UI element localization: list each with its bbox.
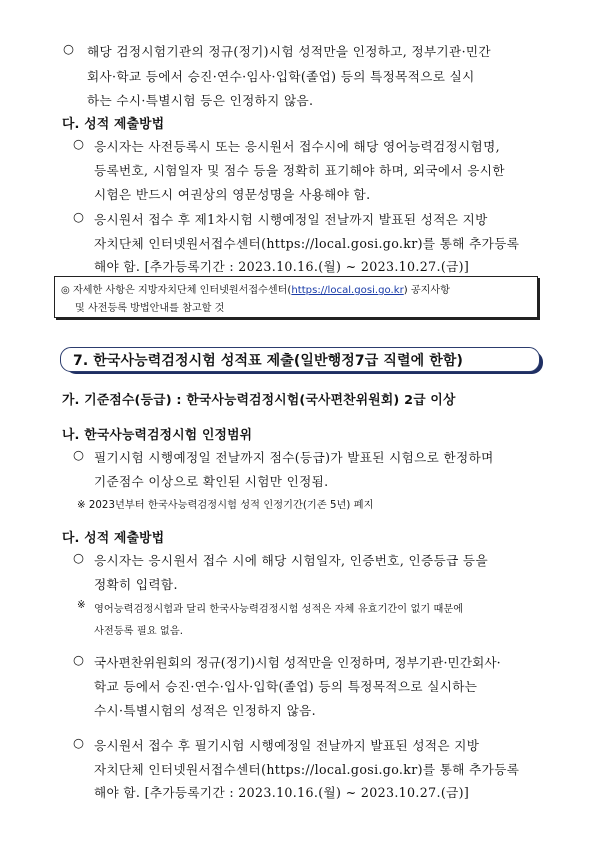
bullet-circle: ○	[73, 209, 84, 224]
paragraph-line: 응시자는 사전등록시 또는 응시원서 접수시에 해당 영어능력검정시험명,	[94, 139, 500, 154]
paragraph-line: 학교 등에서 승진·연수·입사·입학(졸업) 등의 특정목적으로 실시하는	[94, 679, 478, 694]
paragraph-line: 해당 검정시험기관의 정규(정기)시험 성적만을 인정하고, 정부기관·민간	[87, 44, 491, 59]
bullet-circle: ○	[73, 136, 84, 151]
paragraph-line: 회사·학교 등에서 승진·연수·임사·입학(졸업) 등의 특정목적으로 실시	[87, 69, 475, 84]
paragraph-line: 정확히 입력함.	[94, 577, 178, 592]
notice-text: 자세한 사항은 지방자치단체 인터넷원서접수센터(	[73, 285, 292, 296]
bullet-circle: ○	[73, 652, 84, 667]
notice-link[interactable]: https://local.gosi.go.kr	[291, 285, 404, 296]
url-text: (https://local.gosi.go.kr)	[261, 762, 423, 777]
section-heading: 나. 한국사능력검정시험 인정범위	[62, 428, 253, 443]
notice-box	[54, 276, 538, 318]
bullet-circle: ○	[73, 735, 84, 750]
bullet-circle: ○	[63, 41, 74, 56]
note-line: 사전등록 필요 없음.	[94, 626, 183, 637]
section-heading: 다. 성적 제출방법	[62, 531, 165, 546]
paragraph-line: 시험은 반드시 여권상의 영문성명을 사용해야 함.	[94, 187, 371, 202]
bullet-circle: ○	[73, 550, 84, 565]
note-line: ※ 2023년부터 한국사능력검정시험 성적 인정기간(기존 5년) 폐지	[77, 500, 374, 511]
paragraph-line: 국사편찬위원회의 정규(정기)시험 성적만을 인정하며, 정부기관·민간회사·	[94, 655, 501, 670]
paragraph-text: 를 통해 추가등록	[422, 236, 520, 251]
section-heading: 가. 기준점수(등급) : 한국사능력검정시험(국사편찬위원회) 2급 이상	[62, 393, 456, 408]
paragraph-text: 자치단체 인터넷원서접수센터	[94, 762, 262, 777]
paragraph-line: 해야 함. [추가등록기간 : 2023.10.16.(월) ~ 2023.10.27.(금)]	[94, 259, 470, 274]
paragraph-line: 하는 수시·특별시험 등은 인정하지 않음.	[87, 93, 314, 108]
paragraph-line: 필기시험 시행예정일 전날까지 점수(등급)가 발표된 시험으로 한정하며	[94, 450, 494, 465]
double-circle-symbol: ◎	[61, 285, 70, 296]
note-symbol: ※	[77, 600, 86, 611]
paragraph-line	[94, 233, 519, 252]
paragraph-line: 응시원서 접수 후 제1차시험 시행예정일 전날까지 발표된 성적은 지방	[94, 212, 488, 227]
section-banner	[60, 347, 544, 373]
paragraph-line	[94, 759, 519, 778]
bullet-circle: ○	[73, 447, 84, 462]
banner-frame	[60, 347, 540, 372]
paragraph-line: 응시자는 응시원서 접수 시에 해당 시험일자, 인증번호, 인증등급 등을	[94, 553, 488, 568]
paragraph-line: 등록번호, 시험일자 및 점수 등을 정확히 표기해야 하며, 외국에서 응시한	[94, 163, 505, 178]
note-line: 영어능력검정시험과 달리 한국사능력검정시험 성적은 자체 유효기간이 없기 때문에	[94, 604, 464, 615]
paragraph-line: 수시·특별시험의 성적은 인정하지 않음.	[94, 703, 317, 718]
notice-line	[61, 281, 450, 296]
banner-title: 7. 한국사능력검정시험 성적표 제출(일반행정7급 직렬에 한함)	[73, 353, 463, 369]
paragraph-line: 기준점수 이상으로 확인된 시험만 인정됨.	[94, 474, 329, 489]
paragraph-line: 해야 함. [추가등록기간 : 2023.10.16.(월) ~ 2023.10.27.(금)]	[94, 785, 470, 800]
url-text: (https://local.gosi.go.kr)	[261, 236, 423, 251]
notice-text: ) 공지사항	[403, 285, 450, 296]
section-heading: 다. 성적 제출방법	[62, 117, 165, 132]
notice-line: 및 사전등록 방법안내를 참고할 것	[75, 303, 225, 314]
paragraph-line: 응시원서 접수 후 필기시험 시행예정일 전날까지 발표된 성적은 지방	[94, 738, 480, 753]
paragraph-text: 를 통해 추가등록	[422, 762, 520, 777]
paragraph-text: 자치단체 인터넷원서접수센터	[94, 236, 262, 251]
